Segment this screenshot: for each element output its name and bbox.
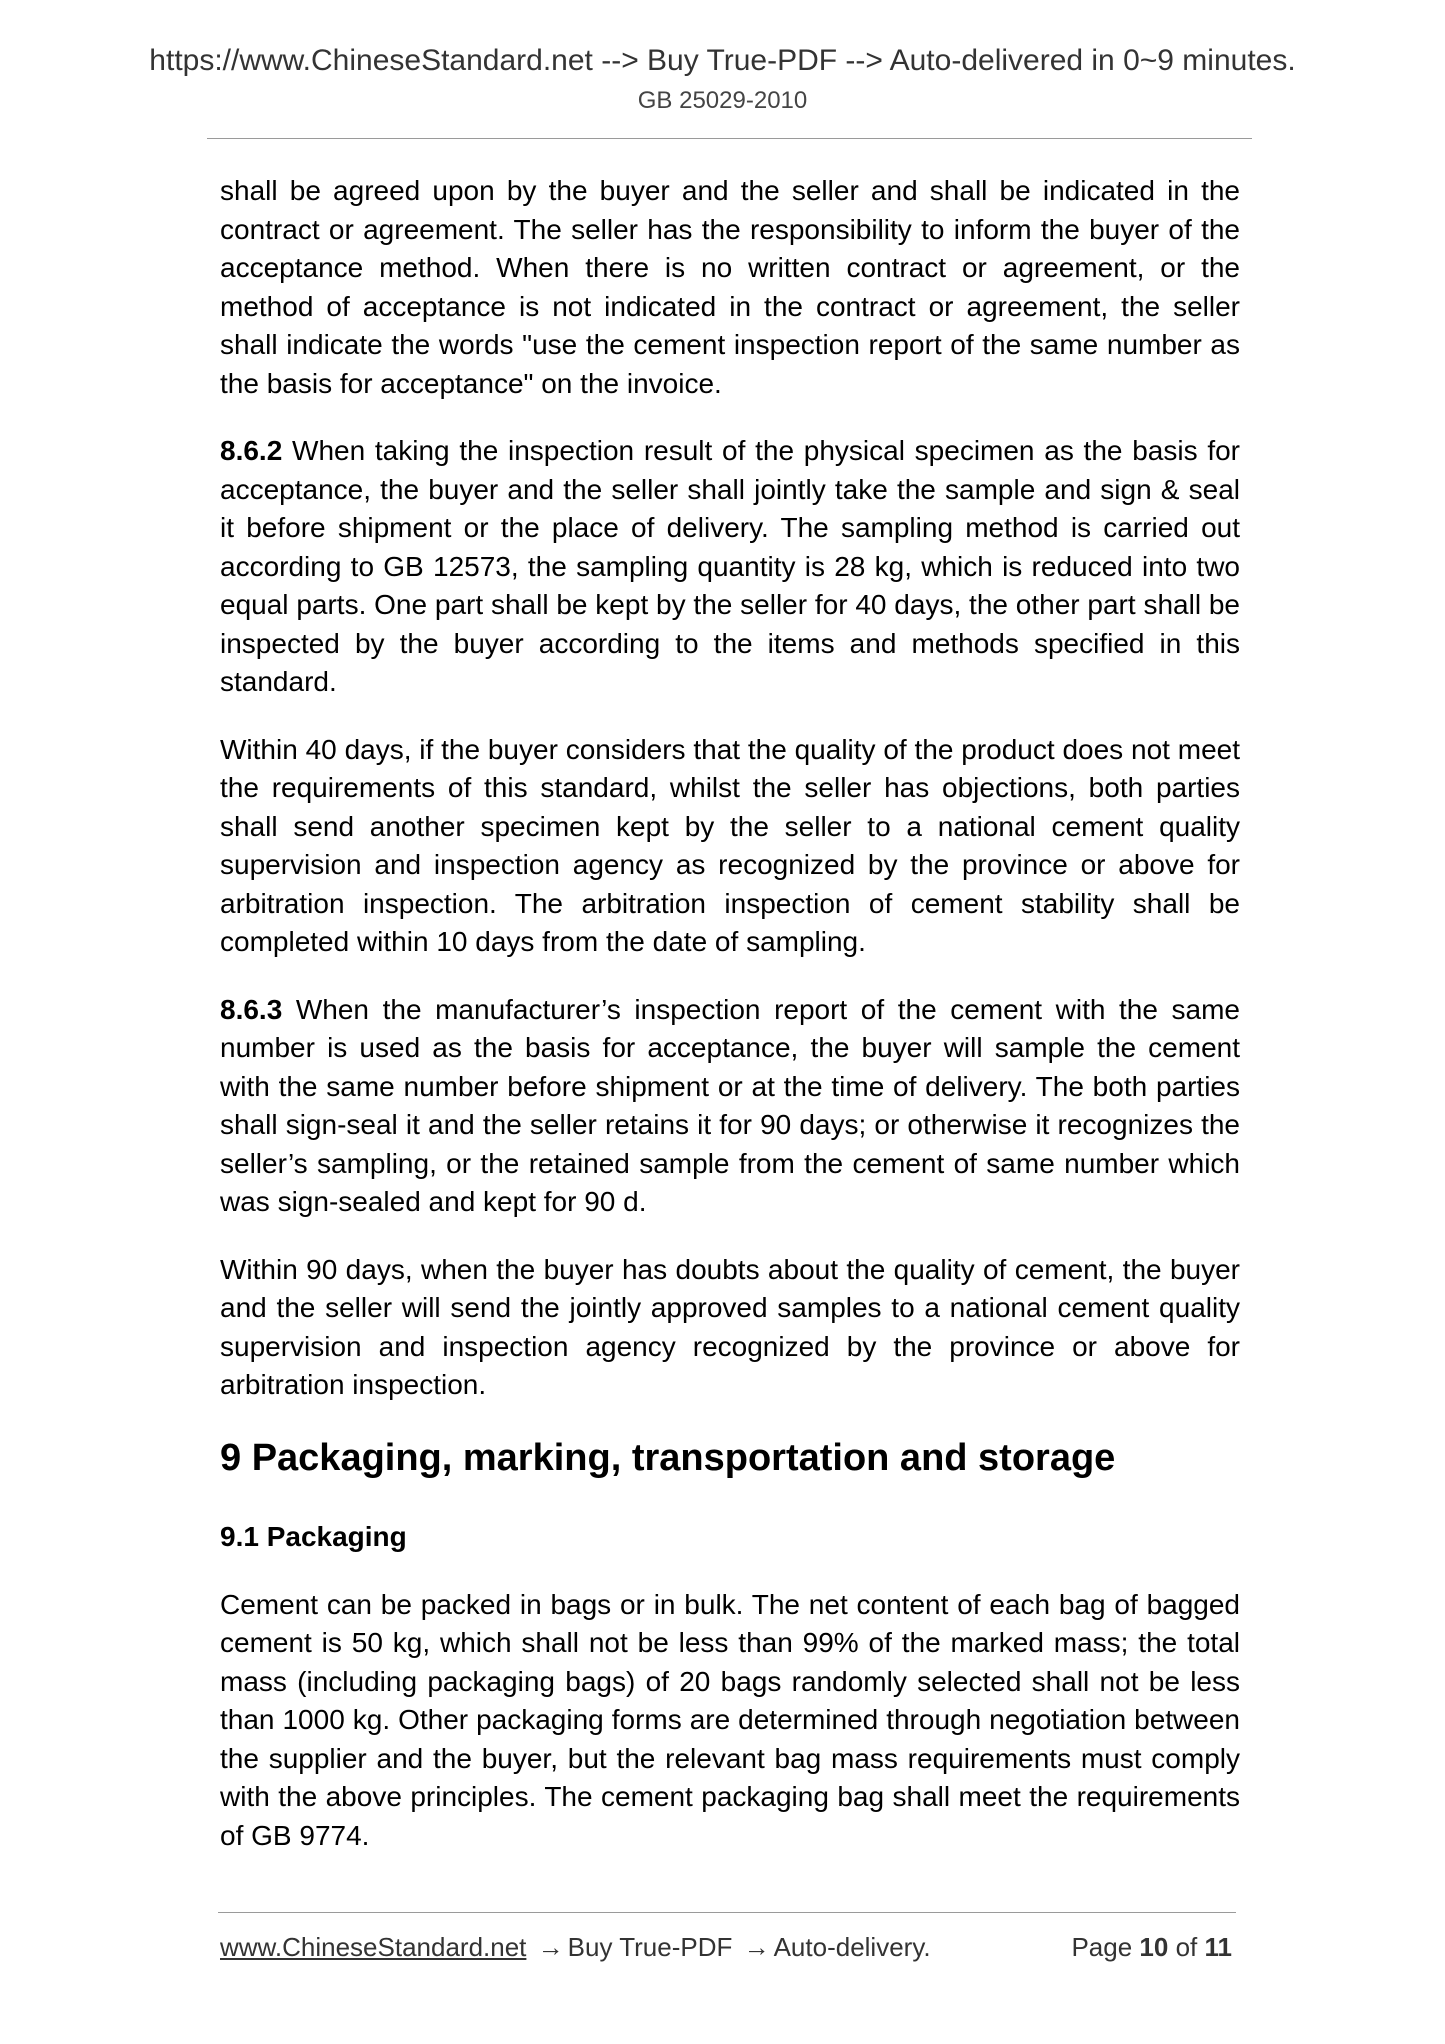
footer-site-link[interactable]: www.ChineseStandard.net <box>220 1932 527 1962</box>
page-of-label: of <box>1175 1932 1198 1962</box>
clause-number: 8.6.2 <box>220 435 283 466</box>
clause-text: When taking the inspection result of the physical specimen as the basis for acceptance, the buyer and the seller shall jointly take the sample and sign & seal it before shipment or the place of delivery. The sampling method is carried out according to GB 12573, the sampling quantity is 28 kg, which is reduced into two equal parts. One part shall be kept by the seller for 40 days, the other part shall be inspected by the buyer according to the items and methods specified in this standard. <box>220 435 1240 697</box>
arrow-right-icon: → <box>743 1932 770 1962</box>
arrow-right-icon: → <box>537 1932 564 1962</box>
document-body <box>220 172 1240 1884</box>
page-total: 11 <box>1204 1932 1232 1962</box>
subsection-heading-9-1: 9.1 Packaging <box>220 1520 407 1552</box>
clause-number: 8.6.3 <box>220 993 283 1025</box>
footer-links <box>220 1929 931 1965</box>
document-id: GB 25029-2010 <box>637 87 808 114</box>
page-header <box>0 40 1445 118</box>
page-label: Page <box>1071 1932 1133 1962</box>
footer-buy-text: Buy True-PDF <box>567 1932 733 1962</box>
footer-delivery-text: Auto-delivery. <box>773 1932 931 1962</box>
section-heading-9: 9 Packaging, marking, transportation and storage <box>220 1436 1116 1479</box>
paragraph-acceptance-method: shall be agreed upon by the buyer and the seller and shall be indicated in the contract or agreement. The seller has the responsibility to inform the buyer of the acceptance method. When there is no written contract or agreement, or the method of acceptance is not indicated in the contract or agreement, the seller shall indicate the words "use the cement inspection report of the same number as the basis for acceptance" on the invoice. <box>220 175 1240 399</box>
paragraph-within-90-days: Within 90 days, when the buyer has doubts about the quality of cement, the buyer and the seller will send the jointly approved samples to a national cement quality supervision and inspection agency recognized by the province or above for arbitration inspection. <box>220 1253 1240 1400</box>
footer-divider <box>218 1912 1236 1913</box>
header-divider <box>207 138 1252 139</box>
page-indicator <box>1071 1929 1232 1965</box>
clause-8-6-2 <box>220 432 1240 702</box>
paragraph-within-40-days: Within 40 days, if the buyer considers that the quality of the product does not meet the requirements of this standard, whilst the seller has objections, both parties shall send another specimen kept by the seller to a national cement quality supervision and inspection agency as recognized by the province or above for arbitration inspection. The arbitration inspection of cement stability shall be completed within 10 days from the date of sampling. <box>220 733 1240 957</box>
clause-8-6-3 <box>220 991 1240 1222</box>
page-number: 10 <box>1139 1932 1169 1962</box>
header-link[interactable]: https://www.ChineseStandard.net --> Buy True-PDF --> Auto-delivered in 0~9 minutes. <box>149 44 1296 77</box>
paragraph-packaging: Cement can be packed in bags or in bulk. The net content of each bag of bagged cement is 50 kg, which shall not be less than 99% of the marked mass; the total mass (including packaging bags) of 20 bags randomly selected shall not be less than 1000 kg. Other packaging forms are determined through negotiation between the supplier and the buyer, but the relevant bag mass requirements must comply with the above principles. The cement packaging bag shall meet the requirements of GB 9774. <box>220 1588 1240 1851</box>
clause-text: When the manufacturer’s inspection report of the cement with the same number is used as the basis for acceptance, the buyer will sample the cement with the same number before shipment or at the time of delivery. The both parties shall sign-seal it and the seller retains it for 90 days; or otherwise it recognizes the seller’s sampling, or the retained sample from the cement of same number which was sign-sealed and kept for 90 d. <box>220 993 1240 1217</box>
